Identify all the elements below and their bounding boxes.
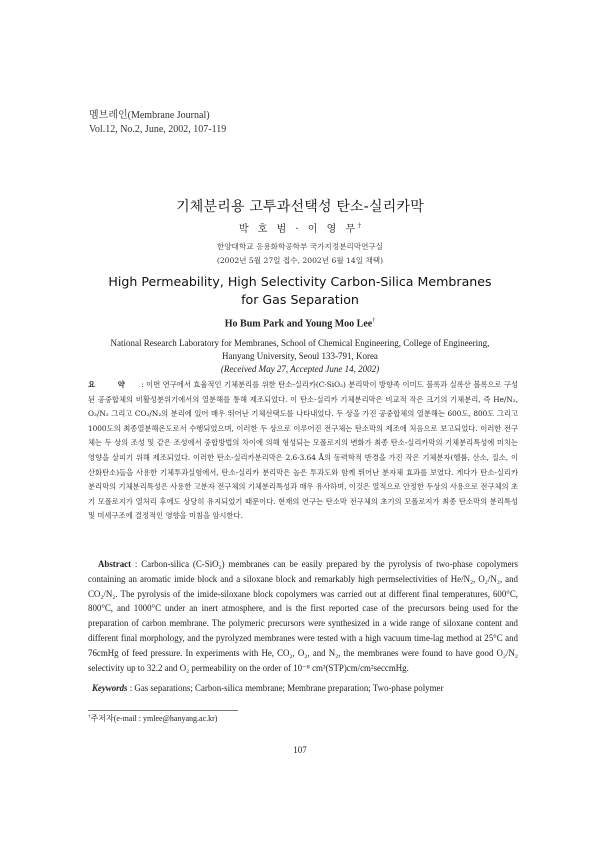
english-title-line-2: for Gas Separation	[241, 292, 359, 307]
keywords	[92, 683, 522, 693]
footnote	[88, 713, 217, 724]
english-title	[0, 273, 600, 309]
journal-header	[89, 109, 226, 137]
footnote-mark: †	[88, 714, 91, 720]
keywords-text: Gas separations; Carbon-silica membrane; Membrane preparation; Two-phase polymer	[134, 683, 444, 693]
korean-author-names: 박 호 범 · 이 영 무	[238, 224, 359, 235]
korean-affiliation: 한양대학교 응용화학공학부 국가지정분리막연구실	[216, 242, 384, 251]
english-author-names: Ho Bum Park and Young Moo Lee	[224, 318, 373, 330]
abstract-label: Abstract	[98, 559, 132, 569]
english-abstract	[88, 557, 518, 675]
keywords-separator: :	[129, 683, 133, 693]
english-dates: (Received May 27, Accepted June 14, 2002)	[220, 364, 380, 374]
english-authors	[0, 318, 600, 329]
english-affiliation-line-1: National Research Laboratory for Membranes, School of Chemical Engineering, College of Engineering,	[110, 338, 490, 348]
korean-dates: (2002년 5월 27일 접수, 2002년 6월 14일 채택)	[216, 256, 384, 265]
footnote-divider	[88, 710, 238, 711]
korean-title: 기체분리용 고투과선택성 탄소-실리카막	[176, 199, 424, 215]
footnote-text: 주저자(e-mail : ymlee@hanyang.ac.kr)	[90, 714, 218, 723]
english-affiliation-line-2: Hanyang University, Seoul 133-791, Korea	[222, 351, 378, 361]
journal-volume-info: Vol.12, No.2, June, 2002, 107-119	[89, 124, 227, 135]
abstract-text: Carbon-silica (C-SiO₂) membranes can be easily prepared by the pyrolysis of two-phase copolymers containing an aromatic imide block and a siloxane block and remarkably high permselectivities of He/N₂, O₂/N₂, and CO₂/N₂. The pyrolysis of the imide-siloxane block copolymers was carried out at different final temperatures, 600°C, 800°C, and 1000°C under an inert atmosphere, and is the first reported case of the precursors being used for the preparation of carbon membrane. The polymeric precursors were synthesized in a wide range of siloxane content and different final morphology, and the pyrolyzed membranes were tested with a high vacuum time-lag method at 25°C and 76cmHg of feed pressure. In experiments with He, CO₂, O₂, and N₂, the membranes were found to have good O₂/N₂ selectivity up to 32.2 and O₂ permeability on the order of 10⁻⁸ cm³(STP)cm/cm²seccmHg.	[88, 559, 519, 673]
journal-name: 멤브레인(Membrane Journal)	[89, 110, 210, 121]
korean-affiliation-block	[0, 240, 600, 268]
korean-abstract-text: 이번 연구에서 효율적인 기체분리를 위한 탄소-실리카(C-SiO₂) 분리막이 방향족 이미드 블록과 실록산 블록으로 구성된 공중합체의 비활성분위기에서의 열분해를 통해 제조되었다. 이 탄소-실리카 기체분리막은 비교적 작은 크기의 기체분리, 즉 He/N₂, O₂/N₂ 그리고 CO₂/N₂의 분리에 있어 매우 뛰어난 기체선택도를 나타내었다. 두 상을 가진 공중합체의 열분해는 600도, 800도 그리고 1000도의 최종열분해온도로서 수행되었으며, 이러한 두 상으로 이루어진 전구체는 탄소막의 제조에 처음으로 보고되었다. 이러한 전구체는 두 상의 조성 및 같은 조성에서 중합방법의 차이에 의해 형성되는 모폴로지의 변화가 최종 탄소-실리카막의 기체분리특성에 미치는 영향을 살피기 위해 제조되었다. 이러한 탄소-실리카분리막은 2.6-3.64 Å의 동력학적 반경을 가진 작은 기체분자(헬륨, 산소, 질소, 이산화탄소)들을 사용한 기체투과실험에서, 탄소-실리카 분리막은 높은 투과도와 함께 뛰어난 분자체 효과를 보였다. 게다가 탄소-실리카분리막의 기체분리특성은 사용한 고분자 전구체의 기체분리특성과 매우 유사하며, 이것은 열적으로 안정한 두상의 사용으로 전구체의 초기 모폴로지가 열처리 후에도 상당히 유지되었기 때문이다. 현재의 연구는 탄소막 전구체의 초기의 모폴로지가 최종 탄소막의 분리특성 및 미세구조에 결정적인 영향을 미침을 암시한다.	[88, 380, 519, 521]
korean-authors	[0, 220, 600, 235]
korean-abstract-separator: :	[141, 380, 144, 389]
corresponding-author-mark: †	[358, 222, 362, 230]
english-affiliation-block	[0, 337, 600, 376]
korean-abstract-label: 요 약	[88, 380, 135, 389]
keywords-label: Keywords	[92, 683, 128, 693]
korean-abstract	[88, 378, 518, 524]
page-number: 107	[293, 745, 307, 755]
abstract-separator: :	[134, 559, 138, 569]
corresponding-author-mark: †	[372, 318, 376, 324]
english-title-line-1: High Permeability, High Selectivity Carbon-Silica Membranes	[108, 274, 492, 289]
